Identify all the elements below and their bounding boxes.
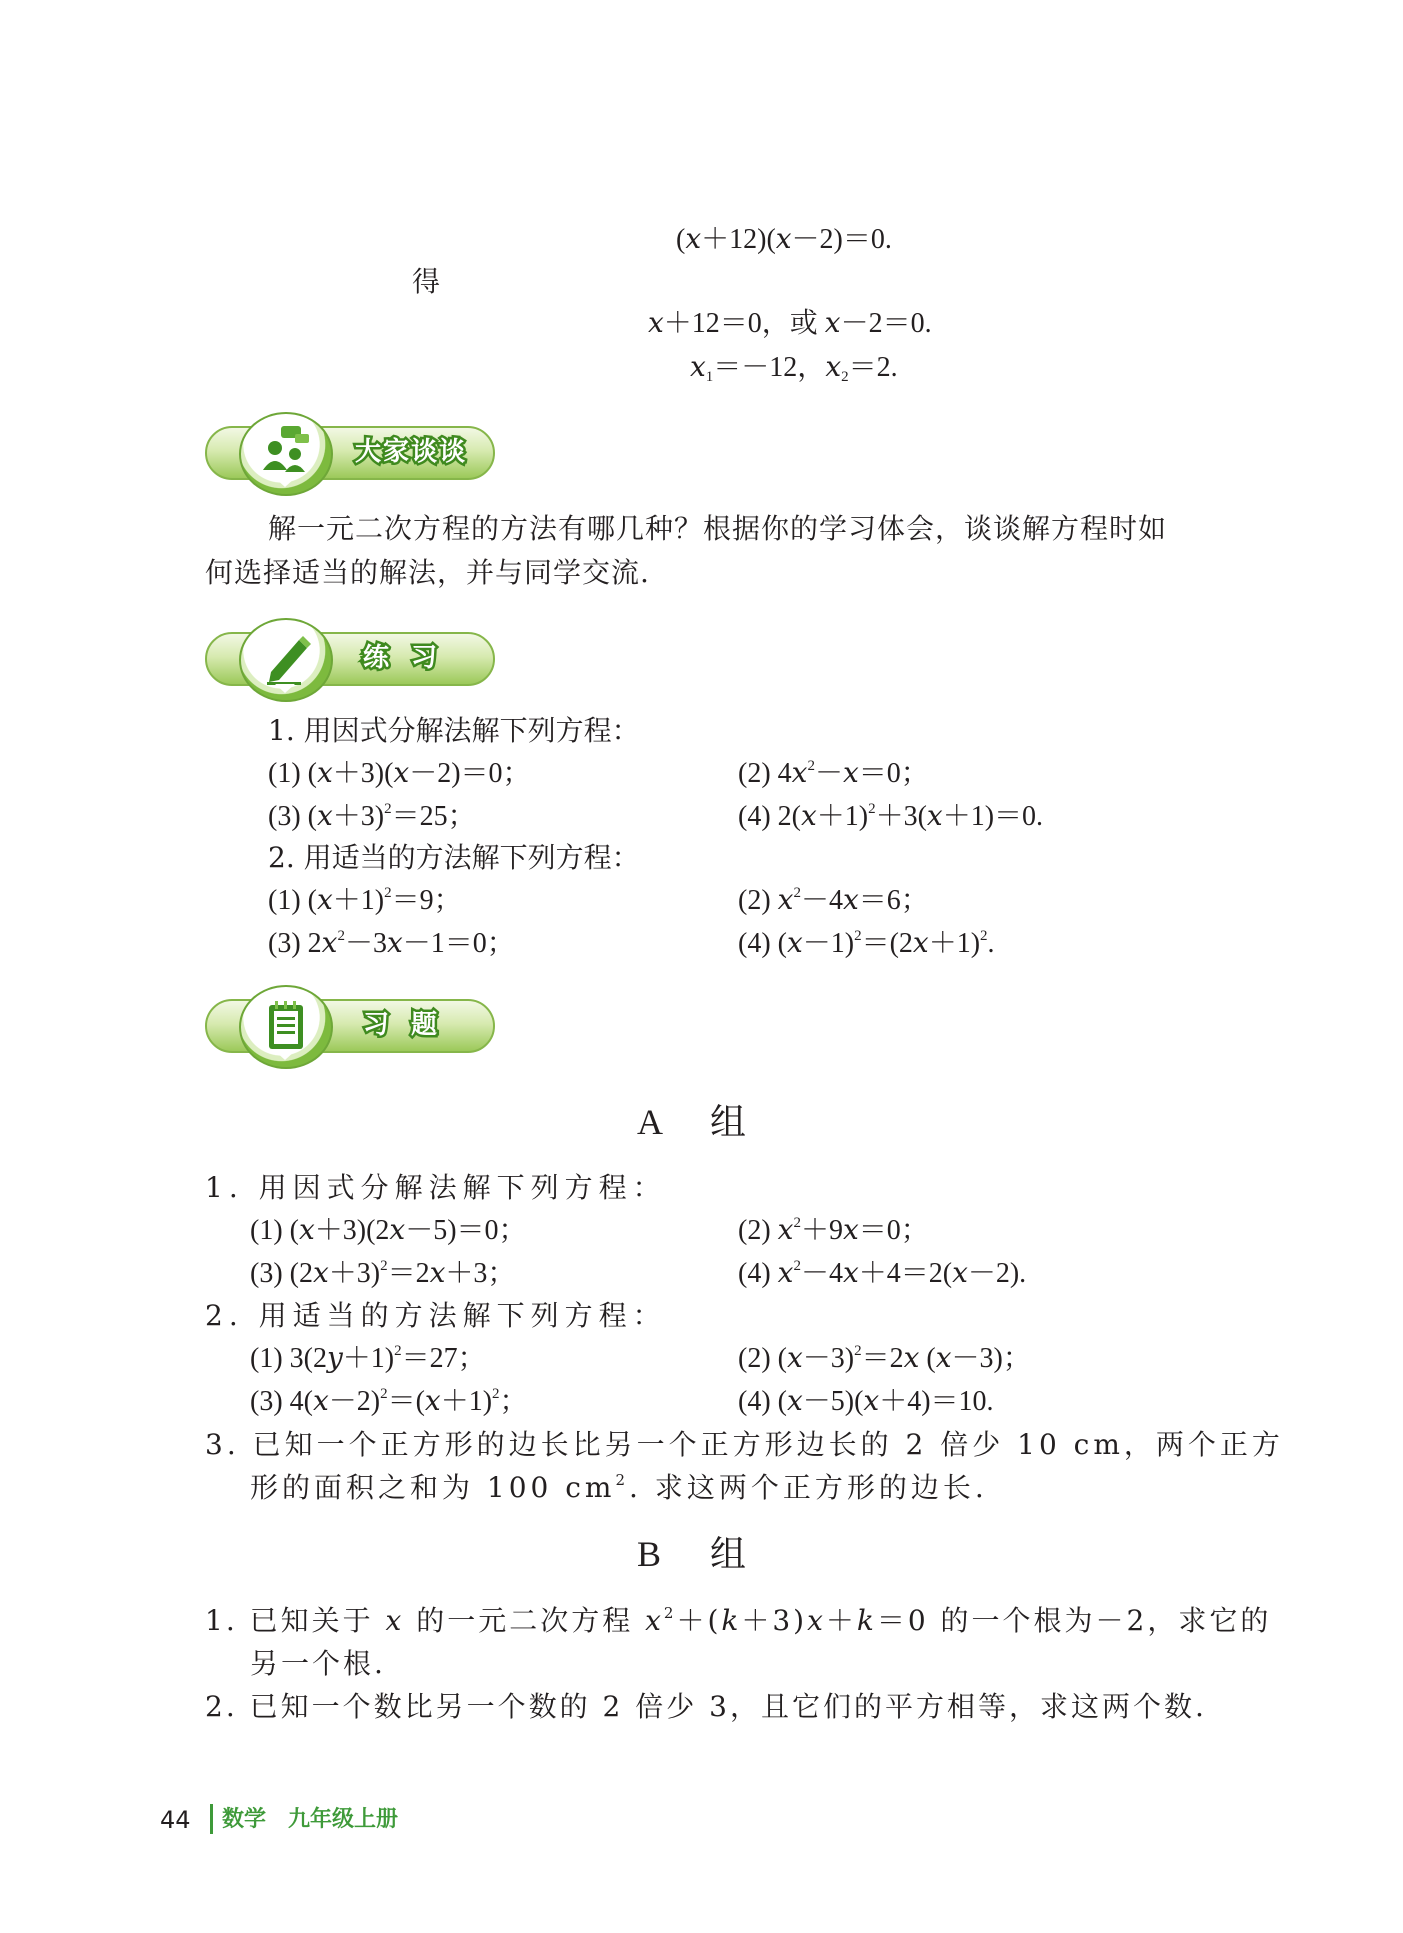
practice-q2-4: (4) (𝑥－1)$^2$＝(2𝑥＋1)$^2$.: [738, 928, 995, 959]
exercise-banner: [205, 985, 505, 1069]
page-number: 44: [160, 1806, 191, 1834]
pencil-icon: [259, 630, 313, 688]
practice-q1-2: (2) 4𝑥$^2$－𝑥＝0；: [738, 758, 929, 789]
footer-divider: [210, 1804, 213, 1834]
discuss-line-1: 解一元二次方程的方法有哪几种？根据你的学习体会，谈谈解方程时如: [268, 512, 1168, 545]
word-de: 得: [412, 265, 441, 298]
practice-q1: 1. 用因式分解法解下列方程：: [268, 714, 640, 747]
exercise-b1-line-1: 1. 已知关于 𝑥 的一元二次方程 𝑥$^2$＋(𝑘＋3)𝑥＋𝑘＝0 的一个根为－2，求它的: [205, 1604, 1272, 1637]
discuss-line-2: 何选择适当的解法，并与同学交流.: [205, 556, 650, 589]
group-b-heading: B 组: [636, 1534, 766, 1574]
exercise-b2: 2. 已知一个数比另一个数的 2 倍少 3，且它们的平方相等，求这两个数.: [205, 1690, 1207, 1723]
book-title: 数学 九年级上册: [222, 1807, 399, 1832]
practice-q2-1: (1) (𝑥＋1)$^2$＝9；: [268, 885, 462, 916]
practice-q2: 2. 用适当的方法解下列方程：: [268, 841, 640, 874]
practice-q1-1: (1) (𝑥＋3)(𝑥－2)＝0；: [268, 758, 531, 789]
exercise-a2: 2. 用适当的方法解下列方程：: [205, 1299, 667, 1332]
practice-q1-4: (4) 2(𝑥＋1)$^2$＋3(𝑥＋1)＝0.: [738, 801, 1044, 832]
group-a-heading: A 组: [636, 1102, 766, 1142]
exercise-a1-3: (3) (2𝑥＋3)$^2$＝2𝑥＋3；: [250, 1258, 516, 1289]
notebook-icon: [259, 997, 313, 1055]
exercise-a2-2: (2) (𝑥－3)$^2$＝2𝑥 (𝑥－3)；: [738, 1343, 1031, 1374]
discuss-banner: [205, 412, 505, 496]
practice-q1-3: (3) (𝑥＋3)$^2$＝25；: [268, 801, 476, 832]
practice-q2-3: (3) 2𝑥$^2$－3𝑥－1＝0；: [268, 928, 515, 959]
practice-banner: [205, 618, 505, 702]
exercise-a2-3: (3) 4(𝑥－2)$^2$＝(𝑥＋1)$^2$；: [250, 1386, 528, 1417]
equation-factored: (𝑥＋12)(𝑥－2)＝0.: [676, 224, 892, 255]
exercise-a2-4: (4) (𝑥－5)(𝑥＋4)＝10.: [738, 1386, 994, 1417]
exercise-banner-label: 习题: [363, 1010, 460, 1040]
discussion-people-icon: [259, 424, 313, 482]
exercise-a1: 1. 用因式分解法解下列方程：: [205, 1171, 667, 1204]
practice-q2-2: (2) 𝑥$^2$－4𝑥＝6；: [738, 885, 929, 916]
discuss-banner-label: 大家谈谈: [355, 437, 468, 467]
exercise-a3-line-1: 3. 已知一个正方形的边长比另一个正方形边长的 2 倍少 10 cm，两个正方: [205, 1428, 1284, 1461]
equation-split: 𝑥＋12＝0，或 𝑥－2＝0.: [648, 308, 932, 339]
equation-roots: 𝑥$_1$＝－12，𝑥$_2$＝2.: [690, 352, 898, 385]
exercise-a1-2: (2) 𝑥$^2$＋9𝑥＝0；: [738, 1215, 929, 1246]
exercise-b1-line-2: 另一个根.: [250, 1647, 386, 1680]
banner-arrow-icon: [275, 684, 295, 693]
practice-banner-label: 练习: [363, 643, 460, 673]
exercise-a2-1: (1) 3(2𝑦＋1)$^2$＝27；: [250, 1343, 486, 1374]
banner-arrow-icon: [275, 478, 295, 487]
exercise-a3-line-2: 形的面积之和为 100 $cm^2$. 求这两个正方形的边长.: [250, 1471, 988, 1504]
banner-arrow-icon: [275, 1051, 295, 1060]
exercise-a1-4: (4) 𝑥$^2$－4𝑥＋4＝2(𝑥－2).: [738, 1258, 1027, 1289]
exercise-a1-1: (1) (𝑥＋3)(2𝑥－5)＝0；: [250, 1215, 527, 1246]
